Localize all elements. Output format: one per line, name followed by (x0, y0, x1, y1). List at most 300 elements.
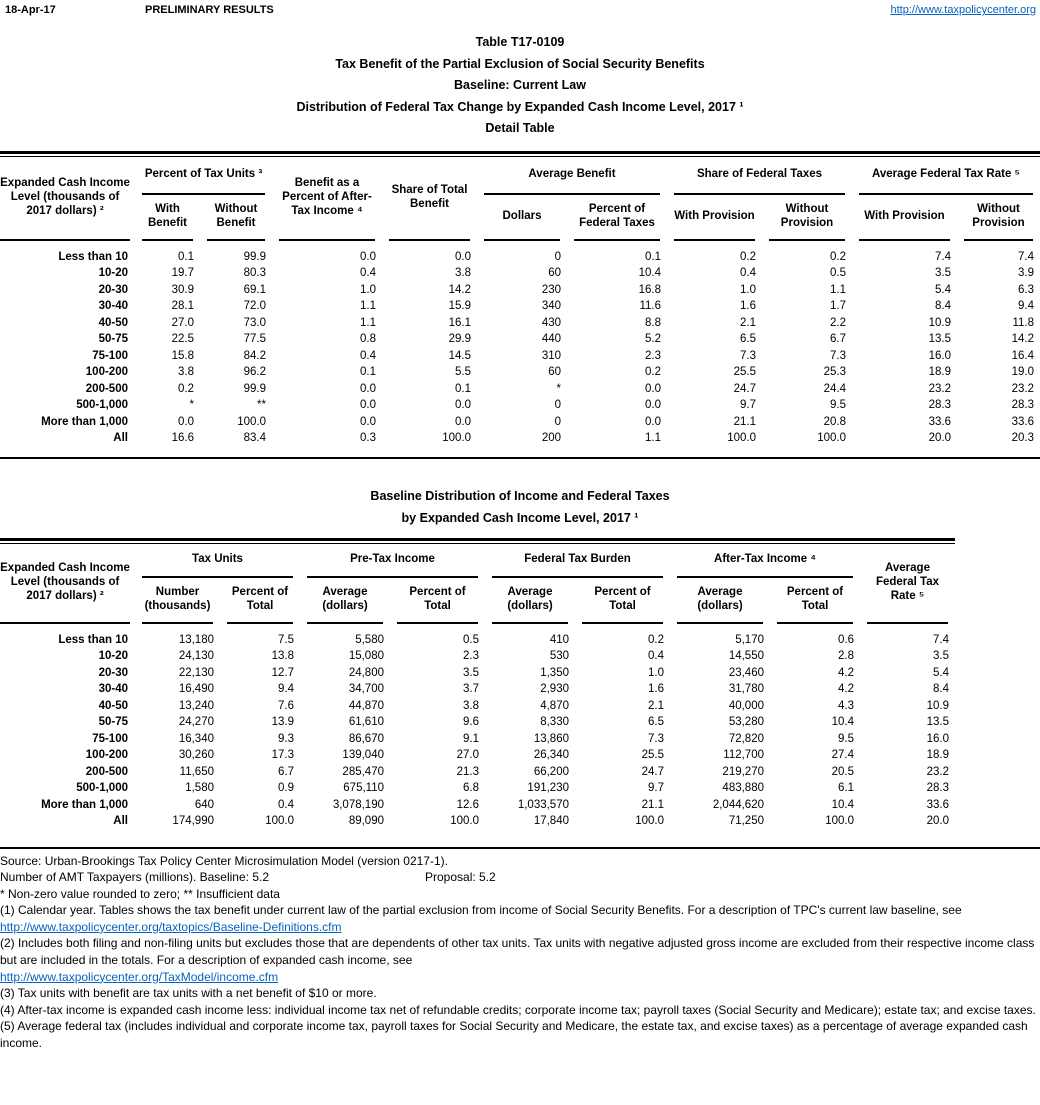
row-label: 500-1,000 (76, 399, 128, 411)
table-cell: 0 (554, 250, 561, 263)
table-cell: 2.1 (648, 699, 664, 712)
table-cell: 14,550 (728, 650, 764, 662)
table-cell: 28.3 (1011, 399, 1034, 411)
table-cell: 14.5 (448, 349, 471, 362)
table-cell: 0.1 (360, 366, 376, 378)
table-cell: 6.8 (463, 782, 479, 794)
group-header-pretax-income: Pre-Tax Income (307, 544, 478, 578)
table-cell: 23.2 (928, 382, 951, 395)
table-cell: 7.4 (933, 633, 949, 646)
table-cell: 19.0 (1011, 366, 1034, 378)
table-cell: 23.2 (926, 765, 949, 778)
row-label: 200-500 (85, 765, 128, 778)
table-row (0, 298, 1040, 315)
col-header-dollars: Dollars (484, 195, 560, 241)
table-cell: 60 (548, 267, 561, 279)
table-cell: 219,270 (722, 765, 764, 778)
table-cell: 13,860 (533, 732, 569, 745)
footnotes (0, 849, 1040, 1052)
date-label: 18-Apr-17 (5, 4, 56, 16)
col-header-burden-percent-of-total: Percent of Total (582, 578, 663, 624)
table-cell: 0.1 (645, 250, 661, 263)
table-cell: 19.7 (171, 267, 194, 279)
table-cell: 0.3 (360, 432, 376, 444)
table-cell: 84.2 (243, 349, 266, 362)
col-header-rate-without-provision: Without Provision (964, 195, 1033, 241)
table-cell: 13.9 (271, 716, 294, 728)
note-line: (5) Average federal tax (includes individual and corporate income tax, payroll taxes for Social Security and Medicare, the estate tax, and excise taxes) as a percentage of average expanded cash income. (0, 1019, 1028, 1051)
col-header-average-federal-tax-rate: Average Federal Tax Rate ⁵ (867, 544, 948, 624)
table-row (0, 698, 955, 715)
table-cell: 100.0 (817, 432, 846, 444)
table-cell: 60 (548, 366, 561, 378)
table-cell: 0.2 (830, 250, 846, 263)
table-cell: 16.1 (448, 316, 471, 329)
table-cell: 9.5 (830, 399, 846, 411)
table-cell: 1.1 (360, 300, 376, 312)
table-cell: 6.5 (648, 716, 664, 728)
table-cell: 100.0 (450, 815, 479, 827)
table-cell: 33.6 (926, 798, 949, 811)
table-cell: 139,040 (342, 749, 384, 761)
table-cell: 0.1 (178, 250, 194, 263)
table-cell: 440 (541, 333, 561, 345)
table-cell: 430 (541, 316, 561, 329)
table-cell: 410 (549, 633, 569, 646)
table-cell: 8.4 (933, 683, 949, 695)
table-row (0, 430, 1040, 447)
table-cell: 6.7 (830, 333, 846, 345)
col-header-share-of-total-benefit: Share of Total Benefit (389, 157, 470, 241)
table-cell: 14.2 (1011, 333, 1034, 345)
table-cell: 100.0 (265, 815, 294, 827)
table-cell: 7.4 (1018, 250, 1034, 263)
table-cell: 18.9 (928, 366, 951, 378)
table-cell: 31,780 (728, 683, 764, 695)
table-cell: 2.1 (740, 316, 756, 329)
table-row (0, 780, 955, 797)
table-cell: 27.0 (171, 316, 194, 329)
table-cell: 61,610 (348, 716, 384, 728)
table-id-title: Table T17-0109 (475, 35, 565, 49)
table-cell: 16,340 (178, 732, 214, 745)
table-cell: 20.5 (831, 765, 854, 778)
table-cell: 0.0 (645, 382, 661, 395)
table-cell: 0.0 (360, 399, 376, 411)
table-cell: 72.0 (243, 300, 266, 312)
table-cell: 13,240 (178, 699, 214, 712)
note-line (0, 919, 1040, 936)
note-link[interactable]: http://www.taxpolicycenter.org/TaxModel/income.cfm (0, 969, 279, 984)
row-label: 20-30 (98, 283, 128, 296)
table-cell: 3.8 (178, 366, 194, 378)
row-label: 40-50 (98, 316, 128, 329)
table1-bottom-rule (0, 457, 1040, 459)
table-cell: 0.6 (838, 633, 854, 646)
row-label: 10-20 (98, 650, 128, 662)
table-cell: 21.3 (456, 765, 479, 778)
table-row (0, 797, 955, 814)
row-label: 50-75 (98, 333, 128, 345)
table-cell: 2.3 (645, 349, 661, 362)
table-cell: 0.5 (830, 267, 846, 279)
table-cell: 1.1 (360, 316, 376, 329)
col-header-with-benefit: With Benefit (142, 195, 193, 241)
table-cell: 27.0 (456, 749, 479, 761)
table-cell: * (189, 399, 194, 411)
table-cell: 14.2 (448, 283, 471, 296)
table-cell: 8.8 (645, 316, 661, 329)
col-header-pretax-average-dollars: Average (dollars) (307, 578, 383, 624)
table-cell: 100.0 (442, 432, 471, 444)
table-cell: 77.5 (243, 333, 266, 345)
table-cell: 0.0 (455, 399, 471, 411)
note-link[interactable]: http://www.taxpolicycenter.org/taxtopics/Baseline-Definitions.cfm (0, 919, 342, 934)
table-cell: 5.5 (455, 366, 471, 378)
table-cell: 3.5 (463, 666, 479, 679)
note-line: (2) Includes both filing and non-filing units but excludes those that are dependents of other tax units. Tax units with negative adjusted gross income are excluded from their respective income class but are included in the totals. For a description of expanded cash income, see (0, 936, 1035, 968)
table-cell: 10.4 (831, 798, 854, 811)
table-cell: 17.3 (271, 749, 294, 761)
table-cell: 0.0 (645, 399, 661, 411)
row-label: Less than 10 (58, 250, 128, 263)
table-cell: * (556, 382, 561, 395)
table-row (0, 681, 955, 698)
table-cell: 640 (194, 798, 214, 811)
table-cell: 0.0 (360, 250, 376, 263)
table-cell: 28.3 (928, 399, 951, 411)
table-cell: 24.4 (823, 382, 846, 395)
table-cell: 0.9 (278, 782, 294, 794)
table-cell: 24.7 (641, 765, 664, 778)
row-label: More than 1,000 (41, 798, 128, 811)
col-header-share-without-provision: Without Provision (769, 195, 845, 241)
row-label: 100-200 (85, 366, 128, 378)
group-header-aftertax-income: After-Tax Income ⁴ (677, 544, 853, 578)
col-header-percent-of-federal-taxes: Percent of Federal Taxes (574, 195, 660, 241)
table-row (0, 414, 1040, 431)
table2-title-line1: Baseline Distribution of Income and Federal Taxes (370, 488, 670, 503)
col-header-rate-with-provision: With Provision (859, 195, 950, 241)
table-cell: 16.4 (1011, 349, 1034, 362)
table-cell: 13,180 (178, 633, 214, 646)
table-cell: 18.9 (926, 749, 949, 761)
table-row (0, 731, 955, 748)
table2-title-line2: by Expanded Cash Income Level, 2017 ¹ (401, 510, 639, 525)
table-cell: 99.9 (243, 382, 266, 395)
table-cell: 0.2 (740, 250, 756, 263)
table-cell: 1,580 (185, 782, 214, 794)
table-cell: 16.0 (926, 732, 949, 745)
table-cell: 9.7 (740, 399, 756, 411)
row-label: 30-40 (98, 683, 128, 695)
table-cell: 6.3 (1018, 283, 1034, 296)
table-cell: 23,460 (728, 666, 764, 679)
table-cell: 33.6 (1011, 415, 1034, 428)
table-cell: 33.6 (928, 415, 951, 428)
table-cell: 25.5 (641, 749, 664, 761)
table1-body (0, 241, 1040, 457)
table-cell: 0.4 (360, 267, 376, 279)
col-header-aftertax-average-dollars: Average (dollars) (677, 578, 763, 624)
table-cell: 5.4 (933, 666, 949, 679)
row-label: 75-100 (92, 732, 128, 745)
row-label: 75-100 (92, 349, 128, 362)
table-cell: 20.0 (928, 432, 951, 444)
table-row (0, 648, 955, 665)
table1-header (0, 157, 1040, 241)
table-cell: 3.7 (463, 683, 479, 695)
table-cell: 2.2 (830, 316, 846, 329)
table-cell: 100.0 (727, 432, 756, 444)
table-cell: 66,200 (533, 765, 569, 778)
row-label: 30-40 (98, 300, 128, 312)
table-cell: 0.5 (463, 633, 479, 646)
table2-body (0, 624, 955, 840)
table2-titles (0, 485, 1040, 529)
group-header-average-benefit: Average Benefit (484, 157, 660, 195)
table-cell: 2,044,620 (712, 798, 764, 811)
table-cell: 12.7 (271, 666, 294, 679)
table-cell: 26,340 (533, 749, 569, 761)
col-header-income-level: Expanded Cash Income Level (thousands of 2017 dollars) ² (0, 544, 130, 624)
table-cell: 5,580 (355, 633, 384, 646)
table-row (0, 348, 1040, 365)
table-row (0, 315, 1040, 332)
table-cell: 80.3 (243, 267, 266, 279)
table-cell: 1,033,570 (517, 798, 569, 811)
table-cell: 0.2 (178, 382, 194, 395)
table-cell: 15.8 (171, 349, 194, 362)
table-cell: 100.0 (825, 815, 854, 827)
table-cell: 15,080 (348, 650, 384, 662)
table-cell: 0.0 (360, 382, 376, 395)
table-cell: 10.9 (926, 699, 949, 712)
table-cell: 1.6 (740, 300, 756, 312)
table-cell: 16.6 (171, 432, 194, 444)
table-cell: 8.4 (935, 300, 951, 312)
table-cell: 3.5 (933, 650, 949, 662)
table-cell: 2.3 (463, 650, 479, 662)
table-cell: 340 (541, 300, 561, 312)
table-row (0, 331, 1040, 348)
table-cell: 7.5 (278, 633, 294, 646)
table-cell: 1.1 (645, 432, 661, 444)
table-cell: 174,990 (172, 815, 214, 827)
table-cell: 5,170 (735, 633, 764, 646)
table-cell: 22.5 (171, 333, 194, 345)
table-cell: 69.1 (243, 283, 266, 296)
table2 (0, 538, 955, 840)
col-header-number-thousands: Number (thousands) (142, 578, 213, 624)
table-cell: 13.8 (271, 650, 294, 662)
table-cell: 10.9 (928, 316, 951, 329)
table-cell: 4.3 (838, 699, 854, 712)
row-label: Less than 10 (58, 633, 128, 646)
table-cell: 5.2 (645, 333, 661, 345)
distribution-title: Distribution of Federal Tax Change by Expanded Cash Income Level, 2017 ¹ (296, 99, 744, 114)
table-cell: 0.2 (645, 366, 661, 378)
table-row (0, 632, 955, 649)
row-label: 10-20 (98, 267, 128, 279)
table-cell: 1,350 (540, 666, 569, 679)
row-label: 40-50 (98, 699, 128, 712)
table-cell: 4.2 (838, 683, 854, 695)
row-label: More than 1,000 (41, 415, 128, 428)
table-cell: 40,000 (728, 699, 764, 712)
table-cell: 1.0 (360, 283, 376, 296)
table-cell: 17,840 (533, 815, 569, 827)
table-cell: 15.9 (448, 300, 471, 312)
table-cell: 9.4 (1018, 300, 1034, 312)
table-cell: 7.3 (648, 732, 664, 745)
table-cell: 24,800 (348, 666, 384, 679)
col-header-units-percent-of-total: Percent of Total (227, 578, 293, 624)
group-header-federal-tax-burden: Federal Tax Burden (492, 544, 663, 578)
table-cell: 10.4 (831, 716, 854, 728)
table-cell: 27.4 (831, 749, 854, 761)
table-cell: 9.7 (648, 782, 664, 794)
table-subject-title: Tax Benefit of the Partial Exclusion of Social Security Benefits (335, 56, 705, 71)
table-cell: 7.3 (740, 349, 756, 362)
table-cell: 30.9 (171, 283, 194, 296)
table-cell: ** (257, 399, 266, 411)
table-row (0, 747, 955, 764)
table-cell: 83.4 (243, 432, 266, 444)
table-cell: 2.8 (838, 650, 854, 662)
table-cell: 310 (541, 349, 561, 362)
table-cell: 0.4 (360, 349, 376, 362)
table-cell: 12.6 (456, 798, 479, 811)
note-line: (4) After-tax income is expanded cash income less: individual income tax net of refundable credits; corporate income tax; payroll taxes (Social Security and Medicare); estate tax; and excise taxes. (0, 1002, 1036, 1017)
table-cell: 1.0 (740, 283, 756, 296)
table-cell: 4.2 (838, 666, 854, 679)
table-cell: 9.5 (838, 732, 854, 745)
note-line: * Non-zero value rounded to zero; ** Insufficient data (0, 886, 280, 901)
tpc-site-link[interactable]: http://www.taxpolicycenter.org (890, 4, 1036, 16)
row-label: 20-30 (98, 666, 128, 679)
table-cell: 675,110 (343, 782, 384, 794)
table-cell: 530 (549, 650, 569, 662)
table-row (0, 764, 955, 781)
table-cell: 21.1 (641, 798, 664, 811)
table-cell: 1.7 (830, 300, 846, 312)
group-header-share-of-federal-taxes: Share of Federal Taxes (674, 157, 845, 195)
table-cell: 20.8 (823, 415, 846, 428)
row-label: 500-1,000 (76, 782, 128, 794)
table-cell: 1.6 (648, 683, 664, 695)
table-row (0, 381, 1040, 398)
row-label: All (113, 815, 128, 827)
table-cell: 3,078,190 (332, 798, 384, 811)
amt-baseline-label: Number of AMT Taxpayers (millions). Baseline: 5.2 (0, 870, 269, 885)
table-cell: 25.5 (733, 366, 756, 378)
table-row (0, 364, 1040, 381)
col-header-benefit-pct-after-tax-income: Benefit as a Percent of After-Tax Income ⁴ (279, 157, 375, 241)
table-cell: 71,250 (728, 815, 764, 827)
table-cell: 1.1 (830, 283, 846, 296)
table-cell: 23.2 (1011, 382, 1034, 395)
table-cell: 100.0 (635, 815, 664, 827)
table2-header (0, 544, 955, 624)
table-cell: 0.4 (278, 798, 294, 811)
group-header-average-federal-tax-rate: Average Federal Tax Rate ⁵ (859, 157, 1033, 195)
table-cell: 4,870 (540, 699, 569, 712)
table-row (0, 397, 1040, 414)
table-cell: 9.1 (463, 732, 479, 745)
table-cell: 0.0 (360, 415, 376, 428)
table-cell: 20.0 (926, 815, 949, 827)
table-cell: 5.4 (935, 283, 951, 296)
table-cell: 0 (554, 399, 561, 411)
table-cell: 7.4 (935, 250, 951, 263)
note-line: (1) Calendar year. Tables shows the tax benefit under current law of the partial exclusion from income of Social Security Benefits. For a description of TPC's current law baseline, see (0, 903, 962, 918)
table-cell: 9.6 (463, 716, 479, 728)
table-cell: 16.8 (638, 283, 661, 296)
table-cell: 22,130 (178, 666, 214, 679)
table-cell: 6.7 (278, 765, 294, 778)
table-row (0, 282, 1040, 299)
group-header-tax-units: Tax Units (142, 544, 293, 578)
col-header-pretax-percent-of-total: Percent of Total (397, 578, 478, 624)
table-cell: 11.6 (639, 300, 661, 312)
col-header-aftertax-percent-of-total: Percent of Total (777, 578, 853, 624)
group-header-percent-of-tax-units: Percent of Tax Units ³ (142, 157, 265, 195)
table-cell: 6.1 (838, 782, 854, 794)
note-line: (3) Tax units with benefit are tax units with a net benefit of $10 or more. (0, 986, 377, 1001)
table-cell: 24,130 (178, 650, 214, 662)
table-cell: 8,330 (540, 716, 569, 728)
table-cell: 11,650 (179, 765, 214, 778)
table-cell: 86,670 (348, 732, 384, 745)
table-cell: 28.1 (171, 300, 194, 312)
preliminary-results-label: PRELIMINARY RESULTS (145, 4, 274, 16)
table-cell: 7.6 (278, 699, 294, 712)
note-line: Source: Urban-Brookings Tax Policy Center Microsimulation Model (version 0217-1). (0, 853, 448, 868)
table-cell: 230 (541, 283, 561, 296)
table-cell: 96.2 (243, 366, 266, 378)
baseline-title: Baseline: Current Law (454, 78, 586, 92)
table-cell: 0.0 (178, 415, 194, 428)
detail-table-title: Detail Table (485, 121, 555, 135)
table-row (0, 249, 1040, 266)
table-cell: 34,700 (348, 683, 384, 695)
table-cell: 483,880 (722, 782, 764, 794)
amt-proposal-label: Proposal: 5.2 (425, 870, 496, 885)
table-cell: 99.9 (243, 250, 266, 263)
table-cell: 13.5 (928, 333, 951, 345)
table-row (0, 714, 955, 731)
table-cell: 3.8 (455, 267, 471, 279)
table-cell: 16,490 (178, 683, 214, 695)
table-cell: 0.0 (455, 250, 471, 263)
table-cell: 28.3 (926, 782, 949, 794)
table-cell: 11.8 (1012, 316, 1034, 329)
table-cell: 9.4 (278, 683, 294, 695)
table-cell: 24.7 (733, 382, 756, 395)
table-cell: 7.3 (830, 349, 846, 362)
table-cell: 112,700 (723, 749, 764, 761)
table-cell: 30,260 (178, 749, 214, 761)
table-cell: 53,280 (728, 716, 764, 728)
table-cell: 0.2 (648, 633, 664, 646)
table-cell: 21.1 (733, 415, 756, 428)
table-cell: 0.8 (360, 333, 376, 345)
col-header-share-with-provision: With Provision (674, 195, 755, 241)
table-cell: 44,870 (348, 699, 384, 712)
page-top-bar (0, 0, 1040, 20)
table-cell: 89,090 (348, 815, 384, 827)
